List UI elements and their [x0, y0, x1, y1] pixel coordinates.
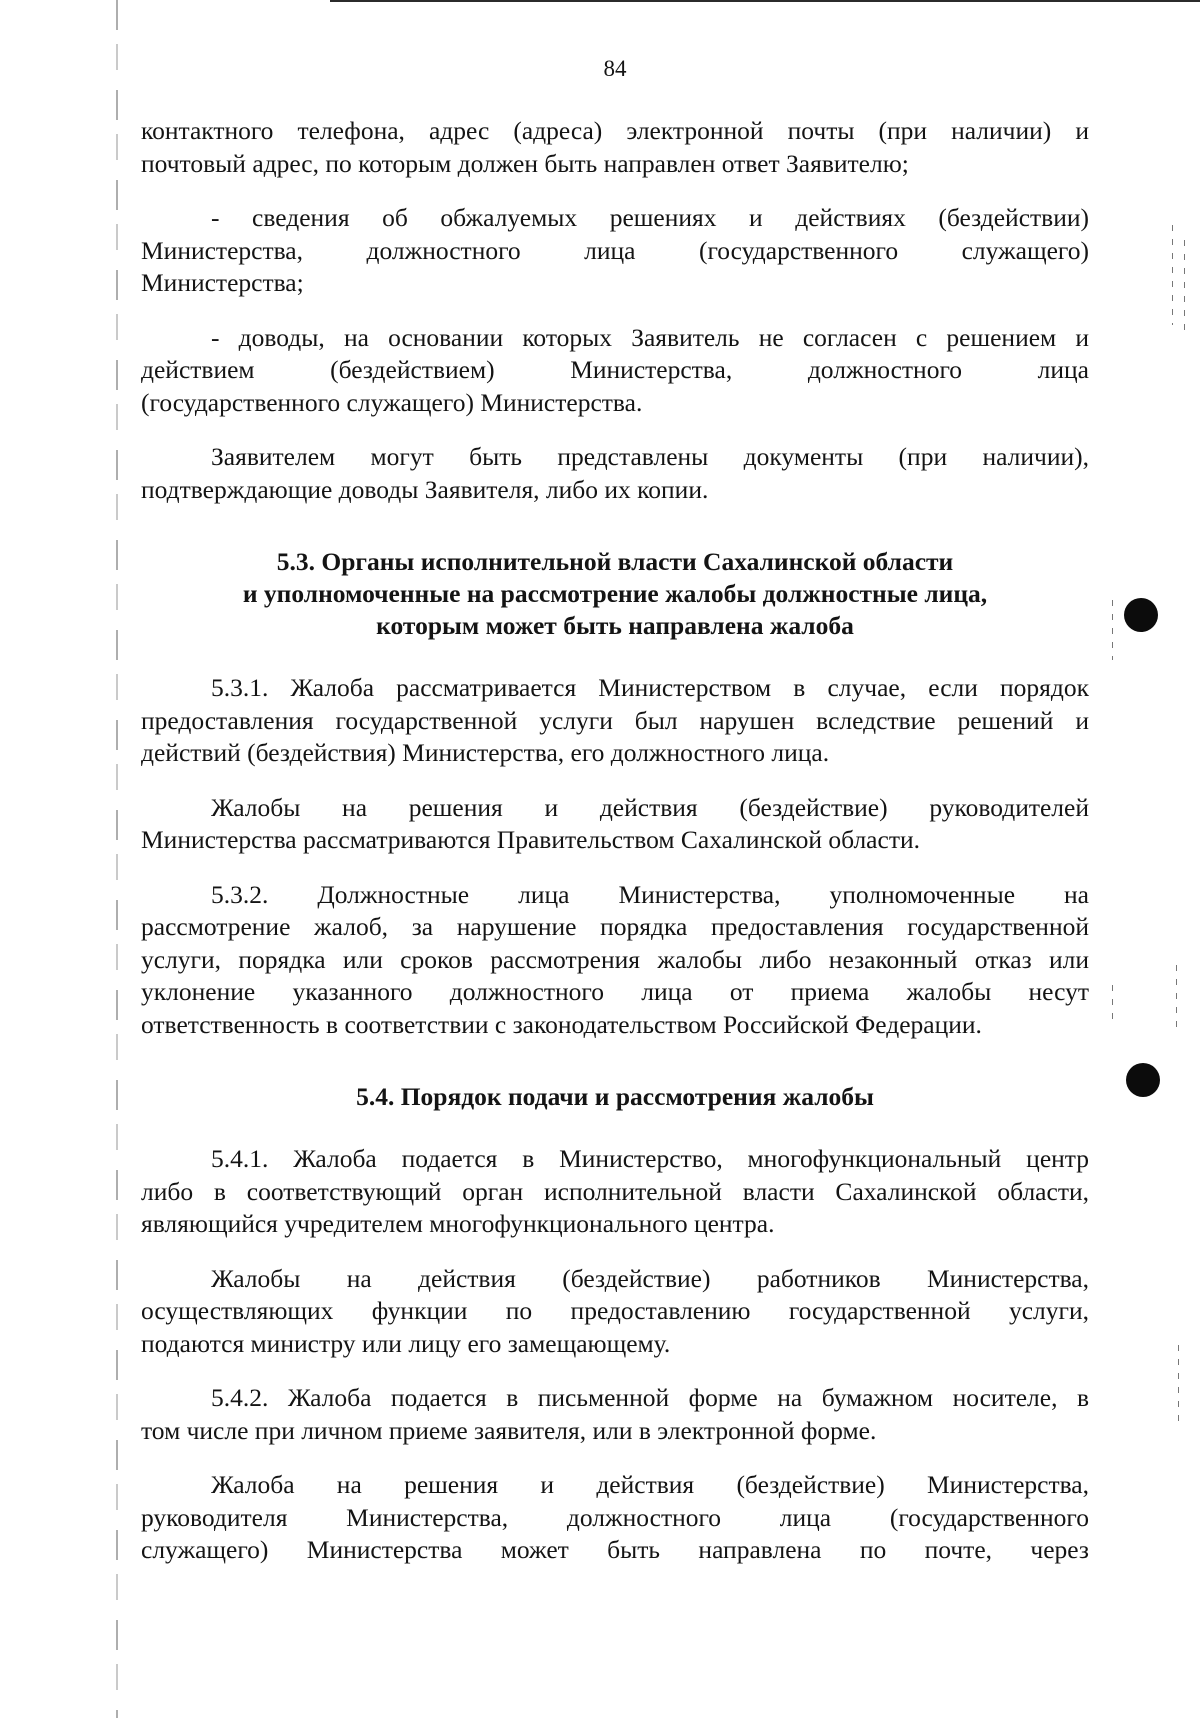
- scan-edge-left: [116, 0, 118, 1718]
- text-line: подаются министру или лицу его замещающему.: [141, 1328, 671, 1358]
- text-line: почтовый адрес, по которым должен быть направлен ответ Заявителю;: [141, 148, 909, 178]
- scan-edge-right-6: [1178, 1345, 1179, 1425]
- scan-edge-right-1: [1172, 225, 1173, 325]
- scan-edge-right-4: [1112, 985, 1113, 1025]
- paragraph-5-4-2: [141, 1382, 1089, 1447]
- text-line: подтверждающие доводы Заявителя, либо их копии.: [141, 474, 709, 504]
- punch-hole-bottom: [1126, 1063, 1160, 1097]
- text-line: Заявителем могут быть представлены документы (при наличии),: [211, 442, 1089, 471]
- text-line: Жалобы на решения и действия (бездействие) руководителей: [211, 792, 1089, 822]
- page-number: 84: [603, 56, 627, 81]
- paragraph-documents: [141, 441, 1089, 506]
- text-line: Министерства;: [141, 268, 304, 297]
- text-line: Министерства рассматриваются Правительством Сахалинской области.: [141, 825, 920, 854]
- scan-edge-top: [330, 0, 1200, 2]
- text-line: Министерства, должностного лица (государственного служащего): [141, 235, 1089, 265]
- paragraph-appealed-decisions: [141, 202, 1089, 300]
- text-line: уклонение указанного должностного лица от приема жалобы несут: [141, 977, 1089, 1006]
- paragraph-5-4-mail: [141, 1469, 1089, 1567]
- text-line: либо в соответствующий орган исполнительной власти Сахалинской области,: [141, 1176, 1089, 1206]
- text-line: том числе при личном приеме заявителя, или в электронной форме.: [141, 1415, 877, 1445]
- text-line: руководителя Министерства, должностного лица (государственного: [141, 1502, 1089, 1532]
- text-line: Жалобы на действия (бездействие) работников Министерства,: [211, 1263, 1089, 1293]
- text-line: - сведения об обжалуемых решениях и действиях (бездействии): [211, 203, 1089, 232]
- text-line: предоставления государственной услуги был нарушен вследствие решений и: [141, 705, 1089, 735]
- text-line: (государственного служащего) Министерства.: [141, 387, 643, 417]
- paragraph-5-3-2: [141, 879, 1089, 1042]
- punch-hole-top: [1124, 598, 1158, 632]
- text-line: - доводы, на основании которых Заявитель не согласен с решением и: [211, 322, 1089, 352]
- text-line: действием (бездействием) Министерства, должностного лица: [141, 355, 1089, 384]
- text-line: рассмотрение жалоб, за нарушение порядка предоставления государственной: [141, 912, 1089, 941]
- section-heading-5-3: [141, 546, 1089, 642]
- text-line: действий (бездействия) Министерства, его должностного лица.: [141, 738, 830, 767]
- paragraph-5-4-1: [141, 1143, 1089, 1241]
- text-line: ответственность в соответствии с законодательством Российской Федерации.: [141, 1009, 982, 1039]
- heading-line: которым может быть направлена жалоба: [376, 611, 854, 640]
- paragraph-arguments: [141, 322, 1089, 420]
- document-body: [141, 115, 1089, 1589]
- scan-edge-right-2: [1184, 240, 1185, 330]
- text-line: являющийся учредителем многофункционального центра.: [141, 1209, 775, 1238]
- heading-line: 5.4. Порядок подачи и рассмотрения жалобы: [356, 1082, 874, 1111]
- paragraph-contact-info: [141, 115, 1089, 180]
- scan-edge-right-5: [1176, 965, 1177, 1035]
- text-line: 5.3.1. Жалоба рассматривается Министерством в случае, если порядок: [211, 673, 1089, 702]
- paragraph-5-3-complaints-heads: [141, 792, 1089, 857]
- paragraph-5-3-1: [141, 672, 1089, 770]
- text-line: 5.4.1. Жалоба подается в Министерство, многофункциональный центр: [211, 1144, 1089, 1173]
- scan-edge-right-3: [1112, 600, 1113, 660]
- text-line: 5.4.2. Жалоба подается в письменной форме на бумажном носителе, в: [211, 1383, 1089, 1412]
- text-line: услуги, порядка или сроков рассмотрения жалобы либо незаконный отказ или: [141, 944, 1089, 974]
- text-line: служащего) Министерства может быть направлена по почте, через: [141, 1535, 1089, 1564]
- paragraph-5-4-workers: [141, 1263, 1089, 1361]
- text-line: осуществляющих функции по предоставлению государственной услуги,: [141, 1296, 1089, 1325]
- text-line: Жалоба на решения и действия (бездействие) Министерства,: [211, 1470, 1089, 1499]
- section-heading-5-4: [141, 1081, 1089, 1113]
- heading-line: 5.3. Органы исполнительной власти Сахалинской области: [276, 547, 954, 576]
- heading-line: и уполномоченные на рассмотрение жалобы должностные лица,: [242, 579, 988, 608]
- text-line: контактного телефона, адрес (адреса) электронной почты (при наличии) и: [141, 116, 1089, 145]
- text-line: 5.3.2. Должностные лица Министерства, уполномоченные на: [211, 879, 1089, 909]
